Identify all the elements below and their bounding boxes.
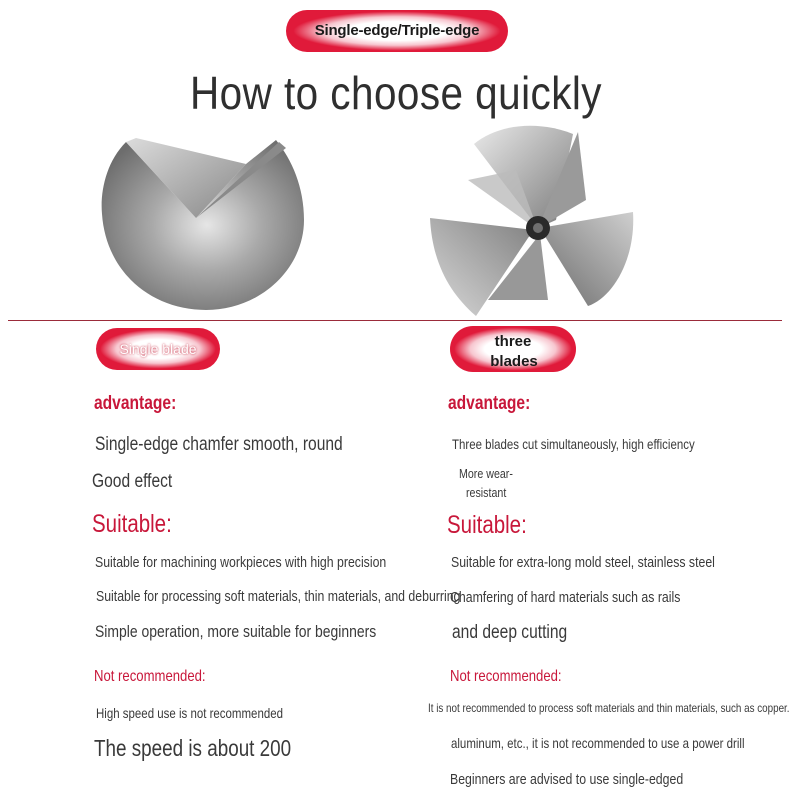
header-badge: [286, 10, 508, 52]
three-blades-badge: [450, 326, 576, 372]
right-advantage-line-3: resistant: [466, 485, 507, 500]
page-title: How to choose quickly: [189, 67, 602, 119]
left-advantage-line-2: Good effect: [92, 471, 173, 492]
right-not-recommended-label: Not recommended:: [450, 668, 562, 685]
left-not-recommended-line-1: High speed use is not recommended: [96, 705, 283, 721]
right-suitable-line-2: Chamfering of hard materials such as rails: [450, 589, 681, 606]
left-suitable-label: Suitable:: [92, 510, 172, 538]
header-badge-label: Single-edge/Triple-edge: [314, 22, 480, 39]
three-blades-badge-line-1: three: [494, 333, 532, 350]
left-suitable-line-2: Suitable for processing soft materials, thin materials, and deburring: [96, 588, 461, 605]
single-blade-badge-label: Single blade: [119, 341, 197, 357]
left-not-recommended-line-2: The speed is about 200: [94, 735, 292, 761]
right-advantage-label: advantage:: [448, 393, 531, 414]
left-not-recommended-label: Not recommended:: [94, 668, 206, 685]
left-advantage-label: advantage:: [94, 393, 177, 414]
right-not-recommended-line-2: aluminum, etc., it is not recommended to use a power drill: [451, 735, 745, 751]
right-suitable-line-1: Suitable for extra-long mold steel, stainless steel: [451, 554, 715, 571]
left-advantage-line-1: Single-edge chamfer smooth, round: [95, 434, 343, 455]
single-blade-badge: [96, 328, 220, 370]
blade-2: [540, 212, 633, 306]
single-edge-cutter-illustration: [96, 132, 310, 316]
right-suitable-line-3: and deep cutting: [452, 622, 568, 643]
triple-edge-cutter-illustration: [428, 110, 638, 320]
three-blades-badge-line-2: blades: [490, 353, 538, 370]
right-advantage-line-2: More wear-: [459, 466, 513, 481]
left-suitable-line-3: Simple operation, more suitable for beginners: [95, 622, 377, 641]
right-not-recommended-line-3: Beginners are advised to use single-edged: [450, 771, 684, 788]
right-not-recommended-line-1: It is not recommended to process soft materials and thin materials, such as copper.: [428, 701, 790, 715]
section-divider: [8, 320, 782, 321]
left-suitable-line-1: Suitable for machining workpieces with high precision: [95, 554, 387, 571]
right-suitable-label: Suitable:: [447, 511, 527, 539]
right-advantage-line-1: Three blades cut simultaneously, high efficiency: [452, 436, 695, 452]
